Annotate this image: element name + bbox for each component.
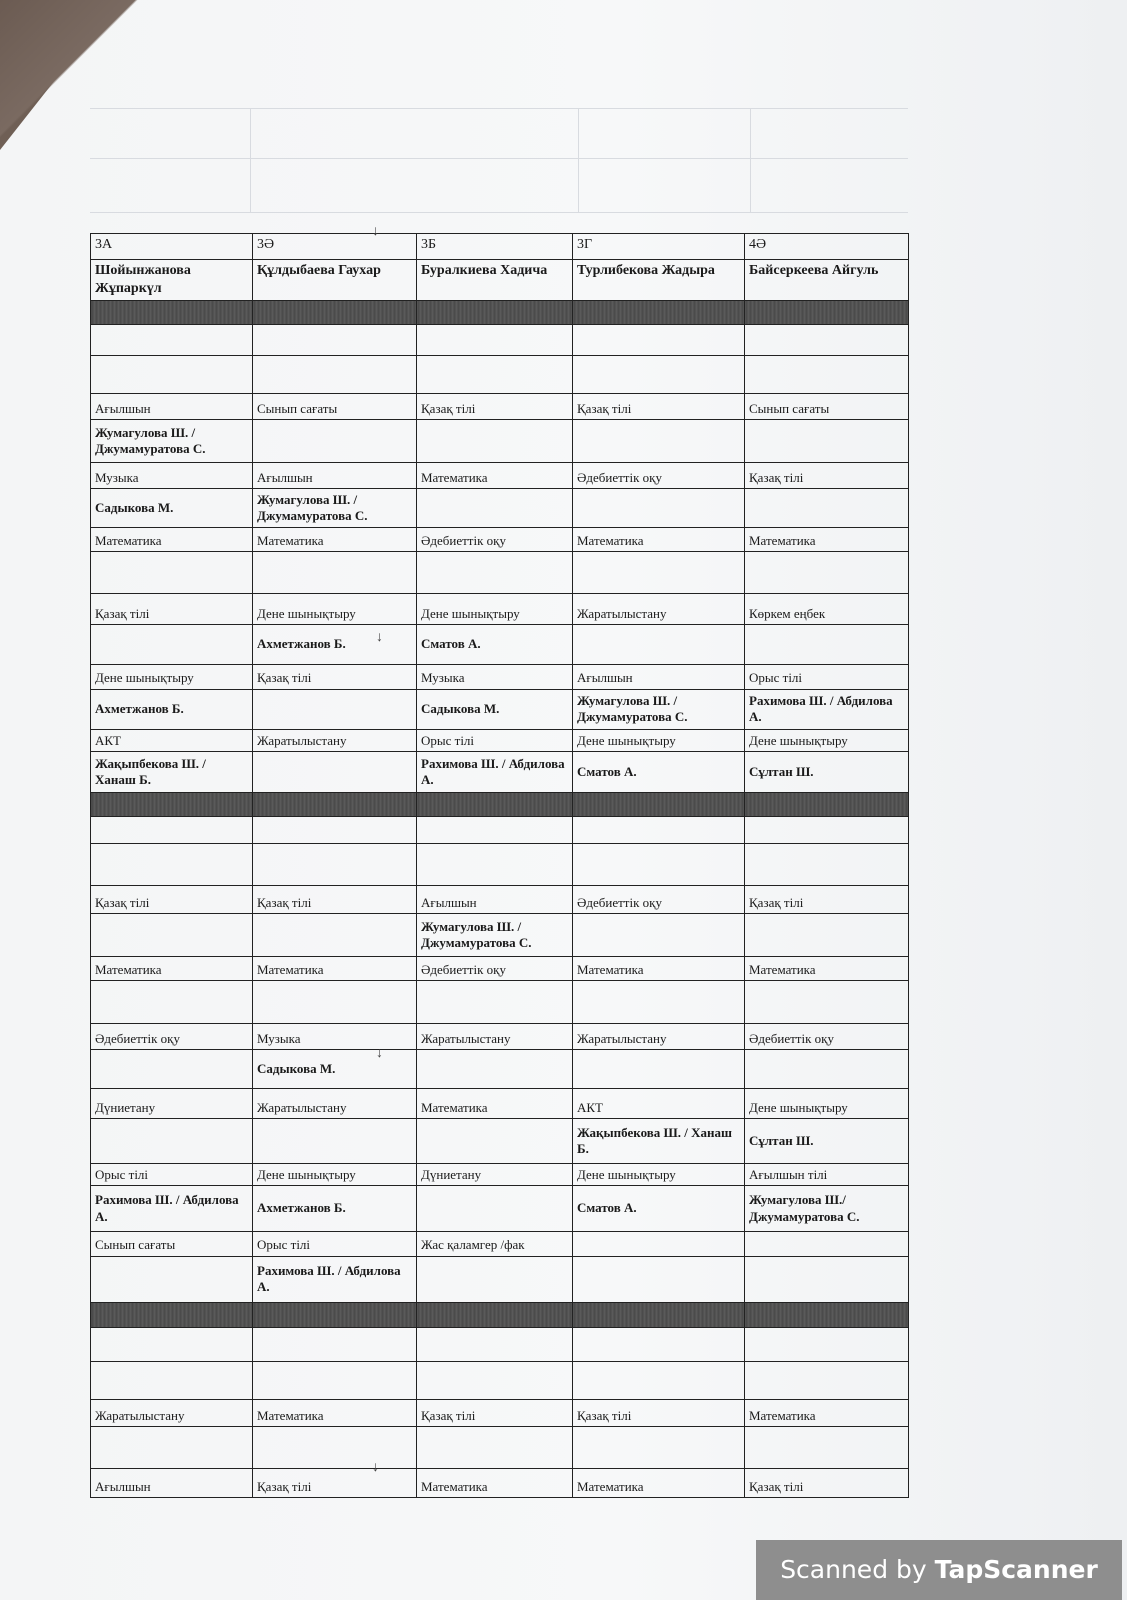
- teacher-name-cell: [417, 551, 573, 594]
- empty-cell: [91, 355, 253, 393]
- subject-cell: Математика: [91, 527, 253, 551]
- teacher-name-cell: [253, 1118, 417, 1163]
- teacher-name-cell: Ахметжанов Б.: [253, 624, 417, 665]
- subject-cell: Сынып сағаты: [91, 1232, 253, 1256]
- teacher-name-cell: Жақыпбекова Ш. / Ханаш Б.: [573, 1118, 745, 1163]
- separator-cell: [573, 300, 745, 324]
- separator-cell: [91, 300, 253, 324]
- empty-cell: [91, 817, 253, 843]
- teacher-name-cell: [745, 551, 909, 594]
- subject-cell: Музыка: [91, 462, 253, 488]
- teacher-name-cell: [573, 624, 745, 665]
- class-cell: 3Г: [573, 234, 745, 260]
- subject-cell: Қазақ тілі: [91, 886, 253, 914]
- teacher-name-cell: Жумагулова Ш. / Джумамуратова С.: [253, 489, 417, 527]
- subject-cell: Математика: [253, 956, 417, 980]
- subject-cell: Математика: [253, 527, 417, 551]
- day-separator-row: [91, 300, 909, 324]
- teacher-row: [91, 1118, 909, 1163]
- teacher-name-cell: [91, 914, 253, 957]
- teacher-name-cell: Жумагулова Ш. / Джумамуратова С.: [91, 420, 253, 463]
- subject-cell: Әдебиеттік оқу: [573, 886, 745, 914]
- lesson-row: [91, 665, 909, 689]
- teacher-name-cell: [745, 489, 909, 527]
- empty-cell: [417, 843, 573, 886]
- teacher-name-cell: [253, 981, 417, 1024]
- class-header-row: [91, 234, 909, 260]
- teacher-name-cell: [91, 1050, 253, 1088]
- empty-cell: [573, 355, 745, 393]
- empty-row: [91, 843, 909, 886]
- teacher-name-cell: [745, 1256, 909, 1303]
- empty-cell: [253, 843, 417, 886]
- teacher-name-cell: [91, 624, 253, 665]
- bleed-through-line: [90, 108, 908, 109]
- teacher-name-cell: [253, 420, 417, 463]
- teacher-name-cell: Жумагулова Ш. / Джумамуратова С.: [573, 689, 745, 730]
- day-separator-row: [91, 1303, 909, 1327]
- bleed-through-line: [578, 108, 579, 212]
- teacher-name-cell: [745, 914, 909, 957]
- empty-row: [91, 1362, 909, 1400]
- teacher-name-cell: [745, 420, 909, 463]
- teacher-name-cell: [417, 1118, 573, 1163]
- teacher-name-cell: [573, 420, 745, 463]
- subject-cell: Математика: [745, 1400, 909, 1426]
- teacher-name-cell: [91, 981, 253, 1024]
- subject-cell: Математика: [91, 956, 253, 980]
- page-corner-fold: [0, 0, 140, 160]
- teacher-name-cell: [417, 1185, 573, 1232]
- teacher-name-cell: Садыкова М.: [253, 1050, 417, 1088]
- subject-cell: Қазақ тілі: [417, 1400, 573, 1426]
- subject-cell: Әдебиеттік оқу: [91, 1023, 253, 1049]
- teacher-name-cell: [573, 1426, 745, 1469]
- class-cell: 4Ә: [745, 234, 909, 260]
- subject-cell: Дене шынықтыру: [91, 665, 253, 689]
- teacher-name-cell: [91, 1426, 253, 1469]
- teacher-name-cell: [91, 1256, 253, 1303]
- subject-cell: Дене шынықтыру: [417, 594, 573, 624]
- separator-cell: [91, 792, 253, 816]
- teacher-name-cell: [573, 1050, 745, 1088]
- empty-cell: [745, 1362, 909, 1400]
- subject-cell: Ағылшын: [573, 665, 745, 689]
- separator-cell: [253, 300, 417, 324]
- teacher-name-cell: Садыкова М.: [417, 689, 573, 730]
- teacher-name-cell: Жумагулова Ш. / Джумамуратова С.: [417, 914, 573, 957]
- subject-cell: Орыс тілі: [417, 730, 573, 752]
- empty-cell: [745, 817, 909, 843]
- empty-cell: [91, 1327, 253, 1361]
- empty-cell: [253, 1327, 417, 1361]
- subject-cell: Математика: [745, 527, 909, 551]
- class-cell: 3А: [91, 234, 253, 260]
- empty-cell: [253, 817, 417, 843]
- subject-cell: Жас қаламгер /фак: [417, 1232, 573, 1256]
- teacher-row: [91, 914, 909, 957]
- subject-cell: Қазақ тілі: [253, 1469, 417, 1498]
- empty-cell: [91, 325, 253, 355]
- empty-cell: [745, 1327, 909, 1361]
- teacher-name-cell: Жақыпбекова Ш. / Ханаш Б.: [91, 752, 253, 793]
- subject-cell: Ағылшын: [253, 462, 417, 488]
- lesson-row: [91, 1088, 909, 1118]
- teacher-row: [91, 752, 909, 793]
- separator-cell: [417, 792, 573, 816]
- teacher-name-cell: Сұлтан Ш.: [745, 752, 909, 793]
- scanner-watermark: [756, 1540, 1122, 1600]
- teacher-name-cell: Сматов А.: [417, 624, 573, 665]
- bleed-through-line: [90, 212, 908, 213]
- subject-cell: Музыка: [417, 665, 573, 689]
- subject-cell: Ағылшын: [91, 1469, 253, 1498]
- empty-cell: [745, 843, 909, 886]
- empty-cell: [91, 1362, 253, 1400]
- teacher-name-cell: [573, 981, 745, 1024]
- teacher-name-cell: Сұлтан Ш.: [745, 1118, 909, 1163]
- lesson-row: [91, 1400, 909, 1426]
- teacher-name-cell: [417, 1050, 573, 1088]
- empty-cell: [573, 325, 745, 355]
- subject-cell: Сынып сағаты: [253, 393, 417, 419]
- teacher-name-cell: [745, 1050, 909, 1088]
- teacher-name-cell: Рахимова Ш. / Абдилова А.: [253, 1256, 417, 1303]
- subject-cell: Математика: [573, 956, 745, 980]
- subject-cell: Математика: [417, 1088, 573, 1118]
- empty-cell: [417, 325, 573, 355]
- subject-cell: Дене шынықтыру: [253, 594, 417, 624]
- subject-cell: Әдебиеттік оқу: [745, 1023, 909, 1049]
- teacher-row: [91, 551, 909, 594]
- teacher-row: [91, 981, 909, 1024]
- teacher-name-cell: Сматов А.: [573, 1185, 745, 1232]
- subject-cell: Қазақ тілі: [417, 393, 573, 419]
- empty-row: [91, 817, 909, 843]
- pen-mark-icon: ↓: [376, 1046, 383, 1061]
- subject-cell: Математика: [573, 527, 745, 551]
- teacher-name-cell: [417, 981, 573, 1024]
- teacher-name-cell: [573, 489, 745, 527]
- teacher-name-cell: [253, 551, 417, 594]
- teacher-row: [91, 1185, 909, 1232]
- subject-cell: Әдебиеттік оқу: [417, 956, 573, 980]
- teacher-row: [91, 1256, 909, 1303]
- empty-cell: [253, 325, 417, 355]
- subject-cell: Орыс тілі: [253, 1232, 417, 1256]
- teacher-name-cell: [745, 1426, 909, 1469]
- pen-mark-icon: ↓: [376, 630, 383, 645]
- empty-cell: [573, 1362, 745, 1400]
- teacher-name-cell: Рахимова Ш. / Абдилова А.: [745, 689, 909, 730]
- subject-cell: Математика: [573, 1469, 745, 1498]
- subject-cell: Математика: [745, 956, 909, 980]
- teacher-row: [91, 1426, 909, 1469]
- subject-cell: [573, 1232, 745, 1256]
- lesson-row: [91, 393, 909, 419]
- watermark-brand: TapScanner: [934, 1555, 1098, 1584]
- teacher-name-cell: [417, 1256, 573, 1303]
- subject-cell: АКТ: [91, 730, 253, 752]
- subject-cell: Қазақ тілі: [573, 1400, 745, 1426]
- empty-cell: [745, 355, 909, 393]
- empty-row: [91, 325, 909, 355]
- bleed-through-line: [250, 108, 251, 212]
- teacher-name-cell: [745, 981, 909, 1024]
- teacher-name-cell: [91, 1118, 253, 1163]
- separator-cell: [253, 1303, 417, 1327]
- subject-cell: Көркем еңбек: [745, 594, 909, 624]
- subject-cell: Дүниетану: [91, 1088, 253, 1118]
- separator-cell: [573, 1303, 745, 1327]
- lesson-row: [91, 1469, 909, 1498]
- empty-cell: [417, 1362, 573, 1400]
- empty-cell: [253, 355, 417, 393]
- subject-cell: Қазақ тілі: [745, 462, 909, 488]
- homeroom-teacher-cell: Шойынжанова Жұпаркүл: [91, 260, 253, 301]
- bleed-through-line: [90, 158, 908, 159]
- subject-cell: Жаратылыстану: [253, 1088, 417, 1118]
- pen-mark-icon: ↓: [372, 224, 379, 239]
- teacher-header-row: [91, 260, 909, 301]
- class-cell: 3Б: [417, 234, 573, 260]
- teacher-row: [91, 624, 909, 665]
- lesson-row: [91, 462, 909, 488]
- subject-cell: Ағылшын: [91, 393, 253, 419]
- teacher-name-cell: [253, 689, 417, 730]
- subject-cell: Қазақ тілі: [573, 393, 745, 419]
- empty-cell: [573, 1327, 745, 1361]
- subject-cell: Жаратылыстану: [417, 1023, 573, 1049]
- homeroom-teacher-cell: Буралкиева Хадича: [417, 260, 573, 301]
- subject-cell: Жаратылыстану: [573, 594, 745, 624]
- separator-cell: [417, 300, 573, 324]
- lesson-row: [91, 527, 909, 551]
- teacher-name-cell: [417, 1426, 573, 1469]
- separator-cell: [745, 300, 909, 324]
- watermark-prefix: Scanned by: [780, 1555, 935, 1584]
- empty-row: [91, 355, 909, 393]
- subject-cell: АКТ: [573, 1088, 745, 1118]
- subject-cell: Жаратылыстану: [253, 730, 417, 752]
- teacher-name-cell: [253, 914, 417, 957]
- subject-cell: Қазақ тілі: [253, 886, 417, 914]
- lesson-row: [91, 1232, 909, 1256]
- empty-row: [91, 1327, 909, 1361]
- teacher-name-cell: [573, 914, 745, 957]
- teacher-row: [91, 489, 909, 527]
- subject-cell: [745, 1232, 909, 1256]
- teacher-name-cell: Садыкова М.: [91, 489, 253, 527]
- teacher-name-cell: [91, 551, 253, 594]
- bleed-through-line: [750, 108, 751, 212]
- teacher-name-cell: Рахимова Ш. / Абдилова А.: [91, 1185, 253, 1232]
- teacher-name-cell: Жумагулова Ш./ Джумамуратова С.: [745, 1185, 909, 1232]
- teacher-row: [91, 420, 909, 463]
- separator-cell: [253, 792, 417, 816]
- subject-cell: Сынып сағаты: [745, 393, 909, 419]
- subject-cell: Қазақ тілі: [745, 1469, 909, 1498]
- teacher-name-cell: [417, 489, 573, 527]
- teacher-name-cell: [253, 1426, 417, 1469]
- subject-cell: Әдебиеттік оқу: [417, 527, 573, 551]
- subject-cell: Әдебиеттік оқу: [573, 462, 745, 488]
- subject-cell: Ағылшын тілі: [745, 1163, 909, 1185]
- subject-cell: Дене шынықтыру: [745, 1088, 909, 1118]
- day-separator-row: [91, 792, 909, 816]
- empty-cell: [417, 1327, 573, 1361]
- subject-cell: Математика: [253, 1400, 417, 1426]
- teacher-name-cell: [417, 420, 573, 463]
- subject-cell: Қазақ тілі: [253, 665, 417, 689]
- lesson-row: [91, 1023, 909, 1049]
- separator-cell: [745, 1303, 909, 1327]
- subject-cell: Дене шынықтыру: [573, 1163, 745, 1185]
- homeroom-teacher-cell: Байсеркеева Айгуль: [745, 260, 909, 301]
- lesson-row: [91, 1163, 909, 1185]
- empty-cell: [745, 325, 909, 355]
- lesson-row: [91, 594, 909, 624]
- teacher-row: [91, 1050, 909, 1088]
- teacher-name-cell: [573, 1256, 745, 1303]
- subject-cell: Музыка: [253, 1023, 417, 1049]
- lesson-row: [91, 730, 909, 752]
- empty-cell: [417, 817, 573, 843]
- teacher-name-cell: [253, 752, 417, 793]
- subject-cell: Дене шынықтыру: [573, 730, 745, 752]
- teacher-name-cell: [745, 624, 909, 665]
- teacher-name-cell: [573, 551, 745, 594]
- subject-cell: Қазақ тілі: [745, 886, 909, 914]
- subject-cell: Жаратылыстану: [573, 1023, 745, 1049]
- teacher-name-cell: Рахимова Ш. / Абдилова А.: [417, 752, 573, 793]
- schedule-table: [90, 233, 909, 1498]
- separator-cell: [573, 792, 745, 816]
- subject-cell: Математика: [417, 462, 573, 488]
- teacher-name-cell: Ахметжанов Б.: [253, 1185, 417, 1232]
- separator-cell: [417, 1303, 573, 1327]
- separator-cell: [91, 1303, 253, 1327]
- homeroom-teacher-cell: Турлибекова Жадыра: [573, 260, 745, 301]
- empty-cell: [573, 843, 745, 886]
- empty-cell: [417, 355, 573, 393]
- teacher-row: [91, 689, 909, 730]
- empty-cell: [91, 843, 253, 886]
- lesson-row: [91, 886, 909, 914]
- subject-cell: Орыс тілі: [745, 665, 909, 689]
- subject-cell: Математика: [417, 1469, 573, 1498]
- subject-cell: Ағылшын: [417, 886, 573, 914]
- separator-cell: [745, 792, 909, 816]
- subject-cell: Дене шынықтыру: [253, 1163, 417, 1185]
- class-cell: 3Ә: [253, 234, 417, 260]
- subject-cell: Қазақ тілі: [91, 594, 253, 624]
- empty-cell: [573, 817, 745, 843]
- empty-cell: [253, 1362, 417, 1400]
- lesson-row: [91, 956, 909, 980]
- subject-cell: Дүниетану: [417, 1163, 573, 1185]
- pen-mark-icon: ↓: [372, 1460, 379, 1475]
- subject-cell: Дене шынықтыру: [745, 730, 909, 752]
- homeroom-teacher-cell: Құлдыбаева Гаухар: [253, 260, 417, 301]
- teacher-name-cell: Сматов А.: [573, 752, 745, 793]
- teacher-name-cell: Ахметжанов Б.: [91, 689, 253, 730]
- subject-cell: Жаратылыстану: [91, 1400, 253, 1426]
- subject-cell: Орыс тілі: [91, 1163, 253, 1185]
